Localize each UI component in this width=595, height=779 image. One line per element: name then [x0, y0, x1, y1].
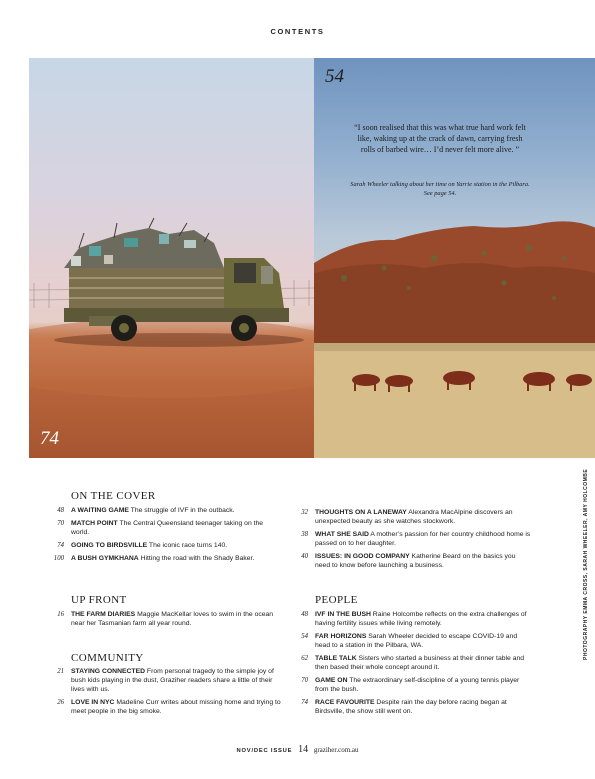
toc-entry[interactable]: 48 A WAITING GAME The struggle of IVF in the outback. [57, 507, 235, 514]
toc-entry[interactable]: 21 STAYING CONNECTED From personal tragedy to the simple joy of bush kids playing in the dust, Graziher readers share a little of their lives with us. [57, 668, 274, 693]
section-title-community: COMMUNITY [71, 652, 144, 664]
footer-page-number: 14 [298, 744, 309, 755]
photo-credit: PHOTOGRAPHY EMMA CROSS, SARAH WHEELER, AMY HOLCOMBE [583, 468, 589, 660]
toc-entry[interactable]: 62 TABLE TALK Sisters who started a business at their dinner table and then based their whole concept around it. [301, 654, 525, 671]
pull-quote: “I soon realised that this was what true hard work felt like, waking up at the crack of dawn, carrying fresh rolls of barbed wire… I’d never felt more alive. ” [354, 123, 526, 154]
cattle-photo [314, 58, 595, 458]
toc-entry[interactable]: 16 THE FARM DIARIES Maggie MacKellar loves to swim in the ocean near her Tasmanian farm all year round. [57, 611, 274, 627]
toc-entry[interactable]: 54 FAR HORIZONS Sarah Wheeler decided to escape COVID-19 and head to a station in the Pilbara, WA. [301, 632, 518, 649]
footer-issue: NOV/DEC ISSUE [236, 748, 293, 754]
page-footer [0, 744, 595, 755]
toc-entry[interactable]: 70 GAME ON The extraordinary self-discipline of a young tennis player from the bush. [301, 676, 520, 693]
right-column-list [286, 509, 531, 575]
truck-illustration [29, 58, 314, 458]
toc-entry[interactable]: 32 THOUGHTS ON A LANEWAY Alexandra MacAlpine discovers an unexpected beauty as she watches stockwork. [301, 509, 513, 525]
photo-page-number-right: 54 [325, 66, 344, 87]
section-title-up-front: UP FRONT [71, 594, 127, 606]
toc-entry[interactable]: 48 IVF IN THE BUSH Raine Holcombe reflects on the extra challenges of having fertility issues while living remotely. [301, 611, 527, 627]
truck-photo [29, 58, 314, 458]
toc-entry[interactable]: 74 RACE FAVOURITE Despite rain the day before racing began at Birdsville, the show still went on. [301, 698, 507, 715]
section-title-on-the-cover: ON THE COVER [71, 490, 156, 502]
toc-entry[interactable]: 26 LOVE IN NYC Madeline Curr writes about missing home and trying to meet people in the big smoke. [57, 698, 281, 715]
toc-entry[interactable]: 40 ISSUES: IN GOOD COMPANY Katherine Beard on the basics you need to know before launching a business. [301, 552, 516, 569]
toc-entry[interactable]: 38 WHAT SHE SAID A mother’s passion for her country childhood home is passed on to her daughter. [301, 530, 531, 547]
photo-page-number-left: 74 [40, 428, 59, 449]
toc-entry[interactable]: 100 A BUSH GYMKHANA Hitting the road with the Shady Baker. [53, 554, 255, 562]
page-header: CONTENTS [270, 27, 325, 36]
section-title-people: PEOPLE [315, 594, 358, 606]
community-list [42, 668, 282, 721]
on-the-cover-list [42, 507, 282, 568]
pull-quote-credit: Sarah Wheeler talking about her time on Yarrie station in the Pilbara. See page 54. [350, 181, 530, 197]
toc-entry[interactable]: 70 MATCH POINT The Central Queensland teenager taking on the world. [57, 520, 264, 536]
toc-entry[interactable]: 74 GOING TO BIRDSVILLE The iconic race turns 140. [57, 541, 228, 549]
people-list [286, 611, 531, 721]
up-front-list [42, 611, 282, 633]
footer-site: graziher.com.au [313, 746, 359, 754]
hills-illustration [314, 58, 595, 458]
